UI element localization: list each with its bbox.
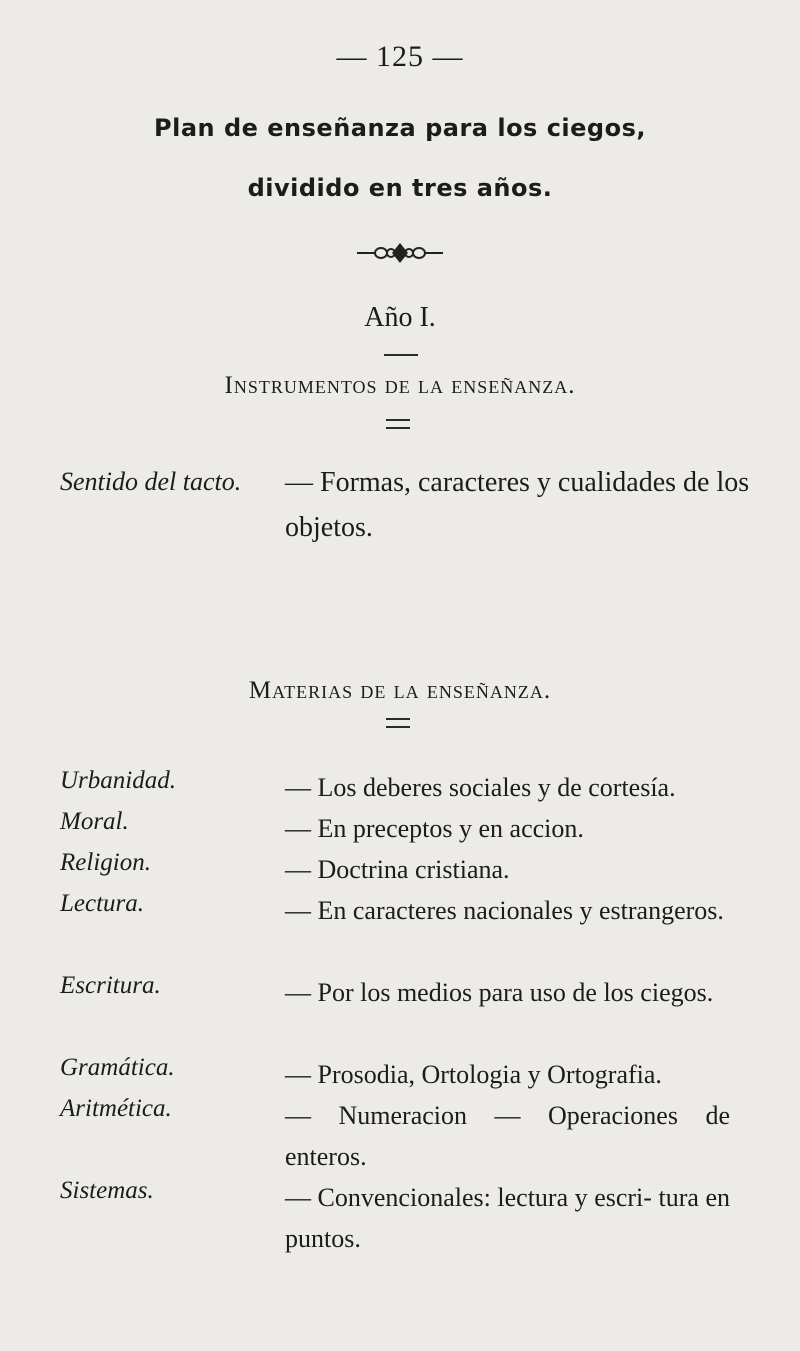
- subject-description: — Convencionales: lectura y escri- tura en puntos.: [285, 1183, 730, 1253]
- subject-description: — En preceptos y en accion.: [285, 814, 584, 843]
- section-heading-instrumentos: Instrumentos de la enseñanza.: [224, 372, 576, 399]
- subject-label: Sistemas.: [60, 1177, 154, 1204]
- subject-description: — Por los medios para uso de los ciegos.: [285, 978, 714, 1007]
- subject-description: — En caracteres nacionales y estrangeros.: [285, 896, 724, 925]
- subject-description: — Los deberes sociales y de cortesía.: [285, 773, 676, 802]
- subject-label: Aritmética.: [60, 1095, 172, 1122]
- title-line-2: dividido en tres años.: [247, 174, 553, 202]
- double-rule: [386, 419, 410, 429]
- subject-label: Moral.: [60, 808, 129, 835]
- page-number: — 125 —: [336, 40, 464, 73]
- title-line-1: Plan de enseñanza para los ciegos,: [154, 114, 646, 142]
- section-heading-materias: Materias de la enseñanza.: [248, 677, 552, 704]
- ornament-icon: [355, 238, 445, 268]
- subject-description: — Prosodia, Ortologia y Ortografia.: [285, 1060, 662, 1089]
- subject-label: Urbanidad.: [60, 767, 176, 794]
- subject-label: Religion.: [60, 849, 151, 876]
- subject-label: Lectura.: [60, 890, 145, 917]
- subject-label: Escritura.: [60, 972, 161, 999]
- ornament-divider: [0, 238, 800, 268]
- tacto-description: — Formas, caracteres y cualidades de los objetos.: [285, 467, 750, 543]
- subject-description: — Numeracion — Operaciones de enteros.: [285, 1101, 730, 1171]
- double-rule: [386, 718, 410, 728]
- subject-label: Gramática.: [60, 1054, 175, 1081]
- short-rule: [384, 354, 418, 356]
- year-heading: Año I.: [364, 302, 436, 333]
- subject-description: — Doctrina cristiana.: [285, 855, 510, 884]
- tacto-label: Sentido del tacto.: [60, 467, 242, 496]
